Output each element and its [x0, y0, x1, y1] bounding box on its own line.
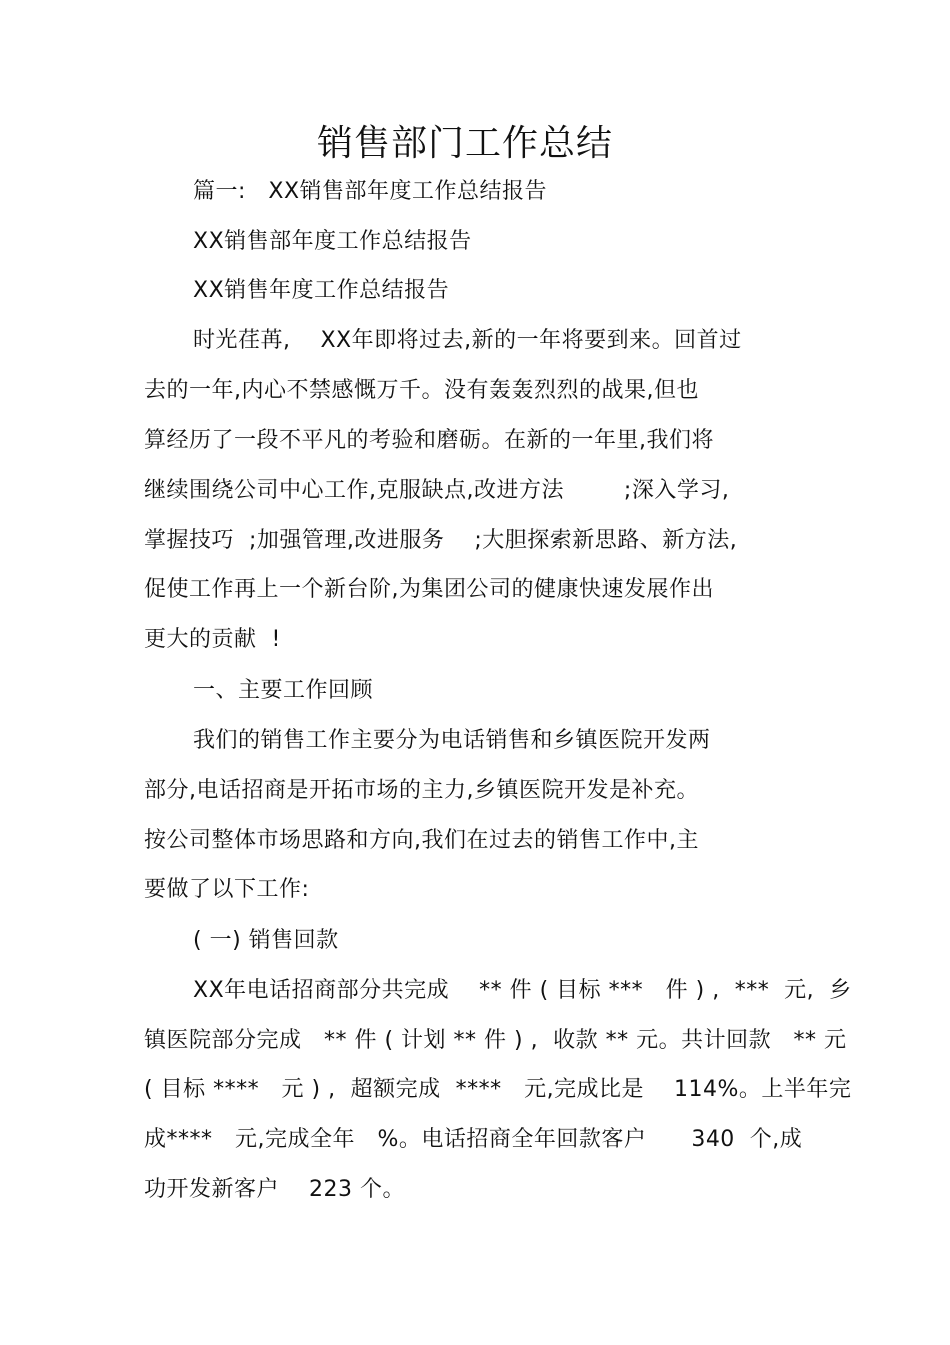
subsection-heading: ( 一) 销售回款	[193, 928, 339, 953]
report-subheading: XX销售年度工作总结报告	[193, 278, 450, 303]
section-heading: 一、主要工作回顾	[193, 678, 374, 703]
paragraph-line: 去的一年,内心不禁感慨万千。没有轰轰烈烈的战果,但也	[144, 378, 699, 403]
paragraph-line: 部分,电话招商是开拓市场的主力,乡镇医院开发是补充。	[144, 778, 699, 803]
paragraph-line: 镇医院部分完成 ** 件 ( 计划 ** 件 ) , 收款 ** 元。共计回款 ** 元	[144, 1028, 847, 1053]
chapter-heading: 篇一: XX销售部年度工作总结报告	[193, 179, 548, 204]
report-heading: XX销售部年度工作总结报告	[193, 229, 472, 254]
paragraph-line: 时光荏苒, XX年即将过去,新的一年将要到来。回首过	[193, 328, 742, 353]
paragraph-line: 算经历了一段不平凡的考验和磨砺。在新的一年里,我们将	[144, 428, 714, 453]
paragraph-line: ( 目标 **** 元 ) , 超额完成 **** 元,完成比是 114%。上半年完	[144, 1077, 852, 1102]
paragraph-line: 功开发新客户 223 个。	[144, 1177, 405, 1202]
paragraph-line: 按公司整体市场思路和方向,我们在过去的销售工作中,主	[144, 828, 699, 853]
paragraph-line: XX年电话招商部分共完成 ** 件 ( 目标 *** 件 ) , *** 元, 乡	[193, 978, 852, 1003]
paragraph-line: 促使工作再上一个新台阶,为集团公司的健康快速发展作出	[144, 577, 714, 602]
paragraph-line: 继续围绕公司中心工作,克服缺点,改进方法 ;深入学习,	[144, 478, 730, 503]
paragraph-line: 更大的贡献 !	[144, 627, 281, 652]
paragraph-line: 掌握技巧 ;加强管理,改进服务 ;大胆探索新思路、新方法,	[144, 528, 738, 553]
paragraph-line: 成**** 元,完成全年 %。电话招商全年回款客户 340 个,成	[144, 1127, 803, 1152]
document-title: 销售部门工作总结	[316, 123, 613, 164]
paragraph-line: 我们的销售工作主要分为电话销售和乡镇医院开发两	[193, 728, 711, 753]
paragraph-line: 要做了以下工作:	[144, 877, 310, 902]
